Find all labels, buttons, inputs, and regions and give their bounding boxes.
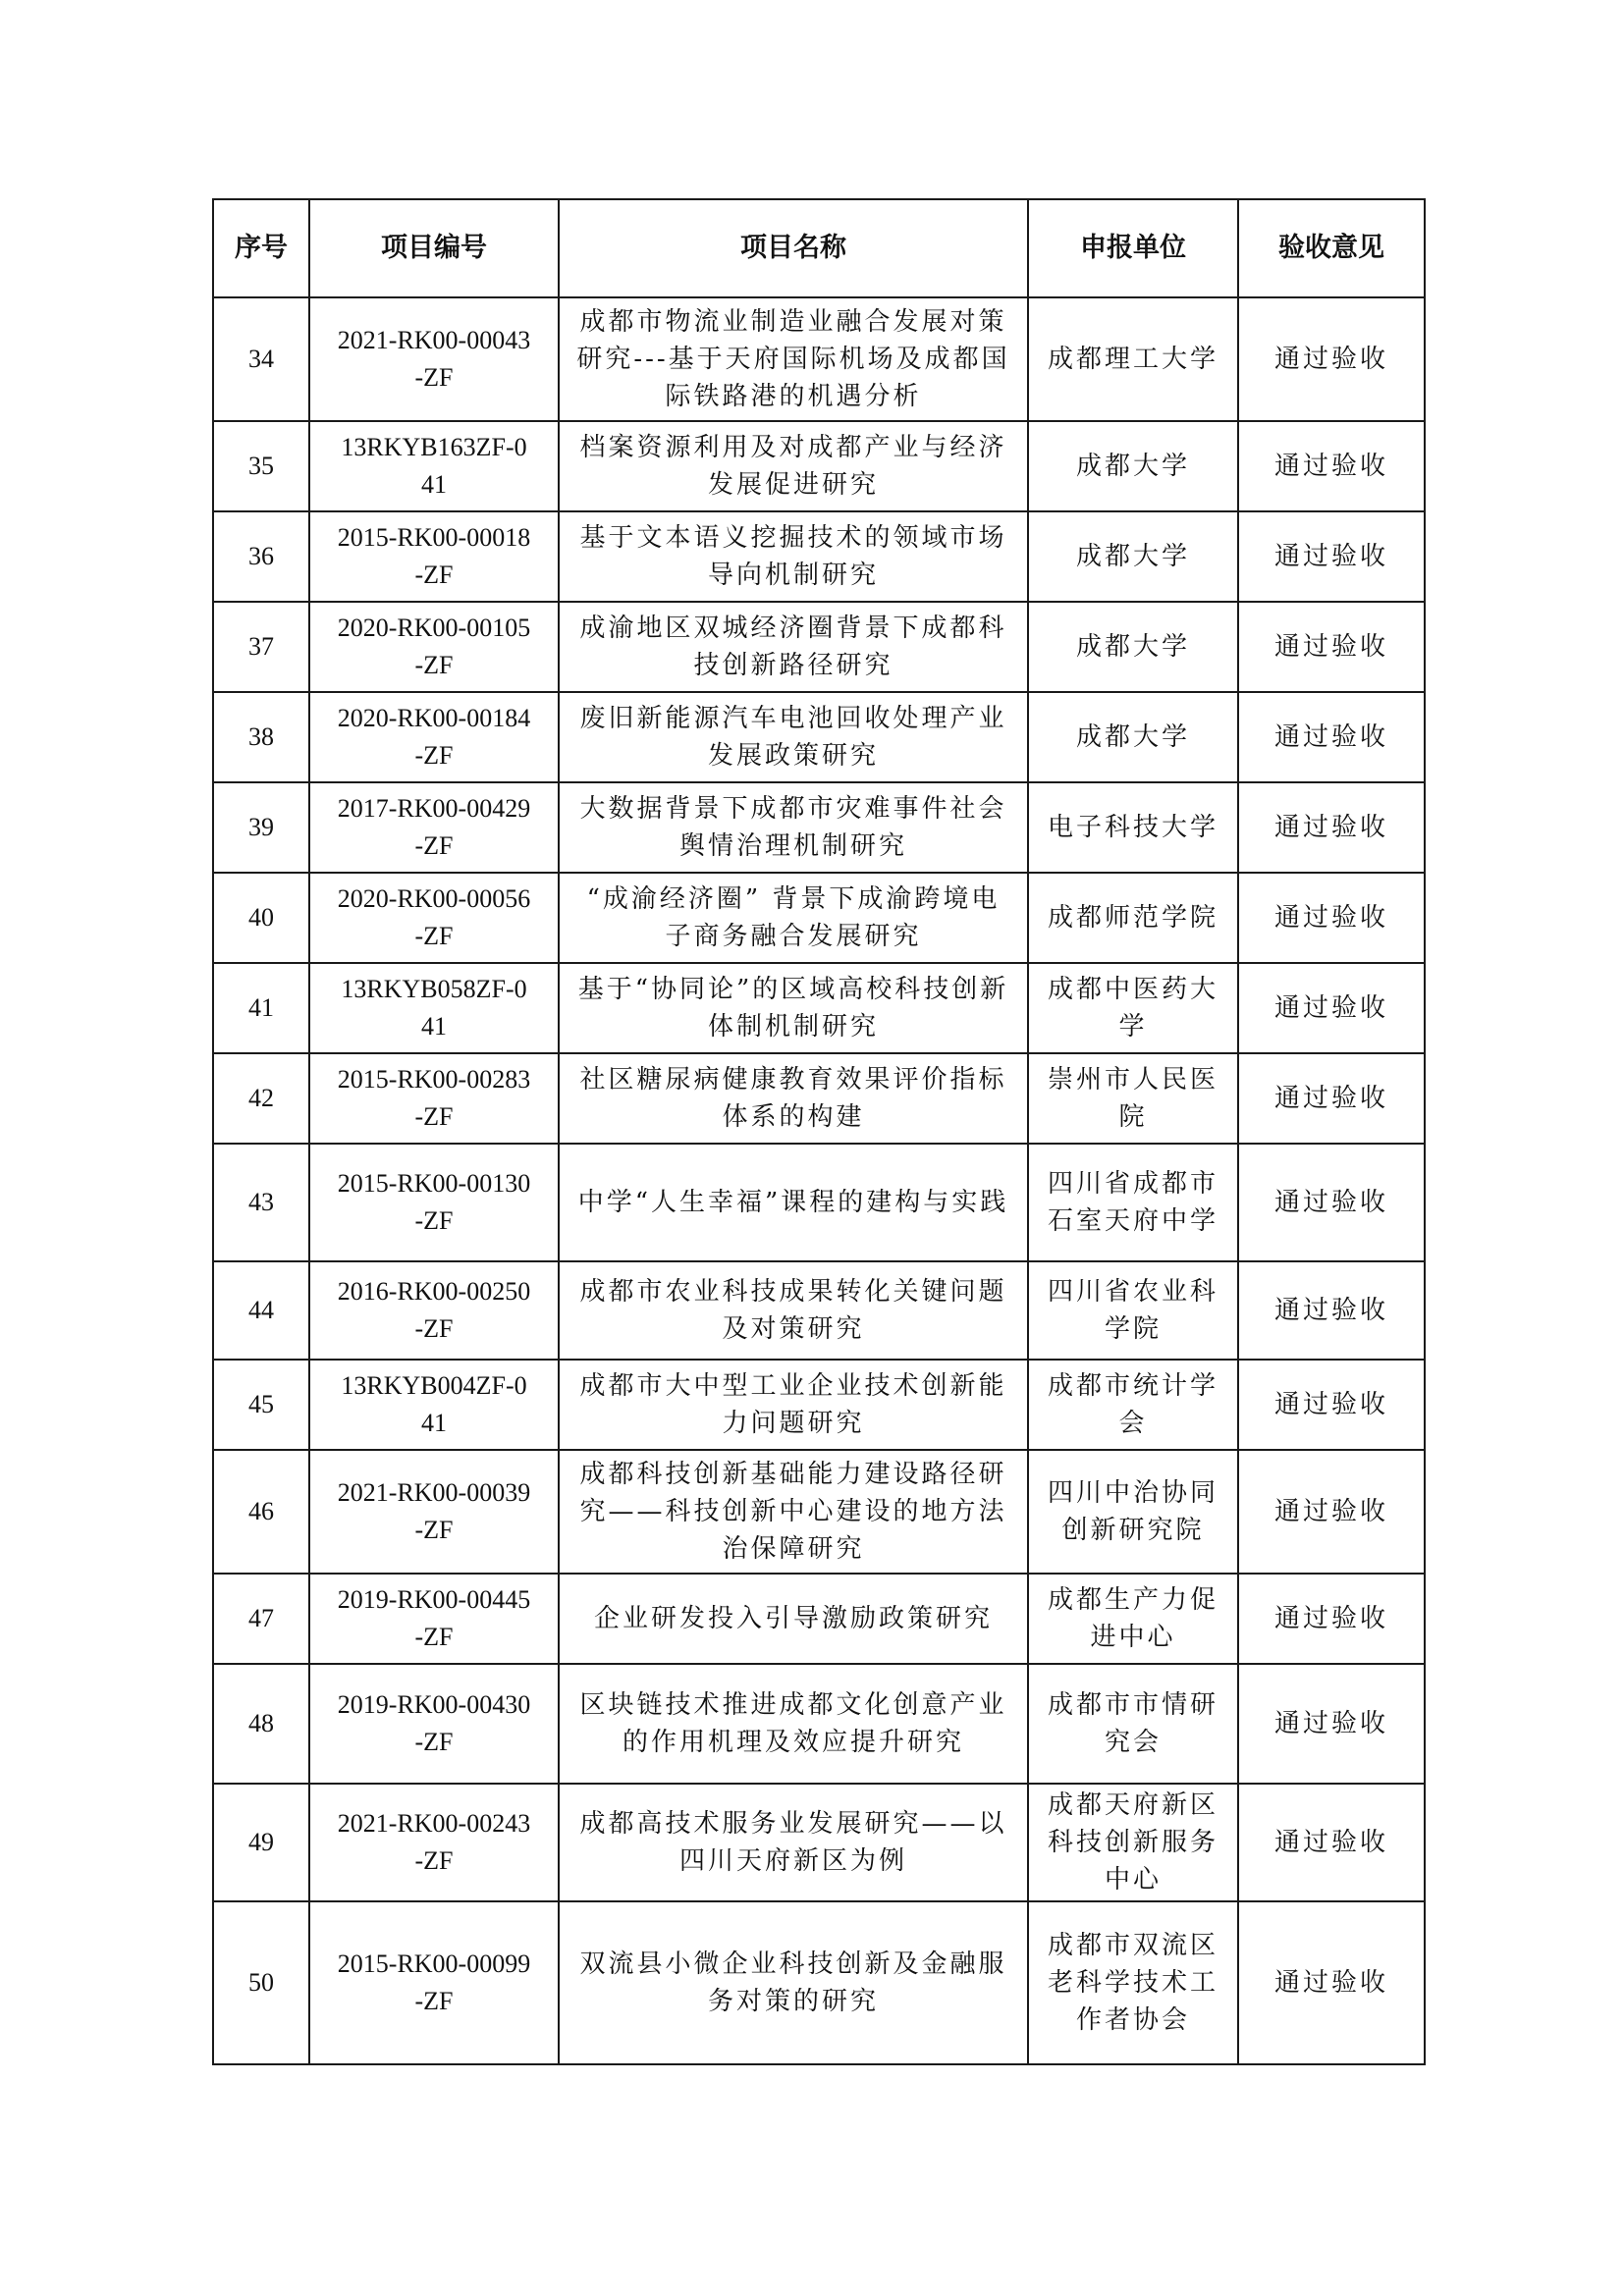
row-acceptance-opinion: 通过验收 xyxy=(1238,963,1425,1053)
unit-line: 科技创新服务 xyxy=(1047,1828,1218,1857)
code-line: 2016-RK00-00250 xyxy=(337,1277,531,1306)
table-row xyxy=(213,1784,1425,1901)
table-row xyxy=(213,873,1425,963)
row-seq: 38 xyxy=(213,692,309,782)
name-line: 成都市大中型工业企业技术创新能 xyxy=(579,1371,1007,1401)
name-line: 档案资源利用及对成都产业与经济 xyxy=(579,433,1007,462)
unit-line: 四川省成都市 xyxy=(1047,1169,1218,1199)
table-row xyxy=(213,1450,1425,1574)
unit-line: 电子科技大学 xyxy=(1047,813,1218,842)
unit-line: 成都理工大学 xyxy=(1047,345,1218,374)
table-row xyxy=(213,1574,1425,1664)
row-project-name xyxy=(559,1144,1028,1261)
table-body xyxy=(213,297,1425,2064)
header-unit: 申报单位 xyxy=(1028,199,1238,297)
row-project-code xyxy=(309,602,559,692)
row-acceptance-opinion: 通过验收 xyxy=(1238,692,1425,782)
row-project-name xyxy=(559,511,1028,602)
name-line: 究——科技创新中心建设的地方法 xyxy=(579,1497,1007,1526)
row-acceptance-opinion: 通过验收 xyxy=(1238,1360,1425,1450)
project-acceptance-table xyxy=(212,198,1426,2065)
row-acceptance-opinion: 通过验收 xyxy=(1238,1144,1425,1261)
name-line: 成都市农业科技成果转化关键问题 xyxy=(579,1277,1007,1307)
unit-line: 中心 xyxy=(1104,1865,1162,1895)
row-project-code xyxy=(309,963,559,1053)
header-opinion: 验收意见 xyxy=(1238,199,1425,297)
unit-line: 学院 xyxy=(1104,1314,1162,1344)
row-seq: 41 xyxy=(213,963,309,1053)
row-project-name xyxy=(559,602,1028,692)
unit-line: 进中心 xyxy=(1090,1623,1176,1652)
row-seq: 50 xyxy=(213,1901,309,2064)
row-acceptance-opinion: 通过验收 xyxy=(1238,511,1425,602)
name-line: 成都市物流业制造业融合发展对策 xyxy=(579,307,1007,337)
row-project-code xyxy=(309,421,559,511)
row-project-name xyxy=(559,1450,1028,1574)
unit-line: 成都市市情研 xyxy=(1047,1690,1218,1720)
row-project-name xyxy=(559,1261,1028,1360)
row-applicant-unit xyxy=(1028,782,1238,873)
code-line: 2015-RK00-00130 xyxy=(337,1169,531,1198)
unit-line: 会 xyxy=(1118,1409,1148,1438)
name-line: 基于文本语义挖掘技术的领域市场 xyxy=(579,523,1007,553)
row-project-name xyxy=(559,297,1028,421)
code-line: -ZF xyxy=(414,1102,454,1131)
row-project-name xyxy=(559,873,1028,963)
row-project-name xyxy=(559,421,1028,511)
name-line: 务对策的研究 xyxy=(707,1987,879,2016)
name-line: 双流县小微企业科技创新及金融服 xyxy=(579,1949,1007,1979)
unit-line: 崇州市人民医 xyxy=(1047,1065,1218,1095)
row-project-name xyxy=(559,782,1028,873)
code-line: 2021-RK00-00043 xyxy=(337,326,531,354)
code-line: -ZF xyxy=(414,651,454,679)
row-acceptance-opinion: 通过验收 xyxy=(1238,421,1425,511)
code-line: -ZF xyxy=(414,1314,454,1343)
table-header-row xyxy=(213,199,1425,297)
row-acceptance-opinion: 通过验收 xyxy=(1238,1901,1425,2064)
code-line: 13RKYB004ZF-0 xyxy=(341,1371,527,1400)
row-project-name xyxy=(559,1360,1028,1450)
row-project-name xyxy=(559,1664,1028,1784)
code-line: 2019-RK00-00445 xyxy=(337,1585,531,1614)
unit-line: 成都大学 xyxy=(1075,722,1190,752)
row-project-name xyxy=(559,1053,1028,1144)
code-line: 2019-RK00-00430 xyxy=(337,1690,531,1719)
name-line: 成渝地区双城经济圈背景下成都科 xyxy=(579,614,1007,643)
unit-line: 作者协会 xyxy=(1075,2005,1190,2035)
row-project-code xyxy=(309,1053,559,1144)
name-line: 企业研发投入引导激励政策研究 xyxy=(593,1604,993,1633)
table-row xyxy=(213,421,1425,511)
row-applicant-unit xyxy=(1028,421,1238,511)
name-line: “成渝经济圈” 背景下成渝跨境电 xyxy=(586,884,1001,914)
code-line: -ZF xyxy=(414,1728,454,1756)
row-seq: 44 xyxy=(213,1261,309,1360)
header-code: 项目编号 xyxy=(309,199,559,297)
table-row xyxy=(213,1261,1425,1360)
row-project-code xyxy=(309,1144,559,1261)
unit-line: 四川中治协同 xyxy=(1047,1478,1218,1508)
row-project-name xyxy=(559,1901,1028,2064)
row-acceptance-opinion: 通过验收 xyxy=(1238,297,1425,421)
row-acceptance-opinion: 通过验收 xyxy=(1238,1784,1425,1901)
row-seq: 34 xyxy=(213,297,309,421)
row-acceptance-opinion: 通过验收 xyxy=(1238,782,1425,873)
row-acceptance-opinion: 通过验收 xyxy=(1238,1664,1425,1784)
row-project-code xyxy=(309,1360,559,1450)
name-line: 研究---基于天府国际机场及成都国 xyxy=(576,345,1010,374)
name-line: 子商务融合发展研究 xyxy=(665,922,922,951)
row-project-code xyxy=(309,1784,559,1901)
unit-line: 成都天府新区 xyxy=(1047,1790,1218,1820)
row-applicant-unit xyxy=(1028,1053,1238,1144)
row-project-code xyxy=(309,1574,559,1664)
code-line: 2020-RK00-00105 xyxy=(337,614,531,642)
name-line: 导向机制研究 xyxy=(707,561,879,590)
unit-line: 究会 xyxy=(1104,1728,1162,1757)
code-line: -ZF xyxy=(414,1516,454,1544)
row-project-code xyxy=(309,297,559,421)
table-row xyxy=(213,1144,1425,1261)
code-line: 2017-RK00-00429 xyxy=(337,794,531,823)
table-row xyxy=(213,963,1425,1053)
code-line: -ZF xyxy=(414,1623,454,1651)
name-line: 社区糖尿病健康教育效果评价指标 xyxy=(579,1065,1007,1095)
unit-line: 成都市双流区 xyxy=(1047,1931,1218,1960)
table-row xyxy=(213,297,1425,421)
row-applicant-unit xyxy=(1028,873,1238,963)
name-line: 发展促进研究 xyxy=(707,470,879,500)
row-acceptance-opinion: 通过验收 xyxy=(1238,873,1425,963)
row-seq: 36 xyxy=(213,511,309,602)
table-row xyxy=(213,1053,1425,1144)
row-seq: 47 xyxy=(213,1574,309,1664)
unit-line: 创新研究院 xyxy=(1061,1516,1205,1545)
unit-line: 成都中医药大 xyxy=(1047,975,1218,1004)
unit-line: 成都市统计学 xyxy=(1047,1371,1218,1401)
name-line: 际铁路港的机遇分析 xyxy=(665,382,922,411)
row-project-code xyxy=(309,873,559,963)
header-name: 项目名称 xyxy=(559,199,1028,297)
name-line: 中学“人生幸福”课程的建构与实践 xyxy=(577,1188,1009,1217)
table-row xyxy=(213,782,1425,873)
table-row xyxy=(213,692,1425,782)
unit-line: 院 xyxy=(1118,1102,1148,1132)
row-applicant-unit xyxy=(1028,297,1238,421)
row-acceptance-opinion: 通过验收 xyxy=(1238,602,1425,692)
row-project-code xyxy=(309,511,559,602)
name-line: 体系的构建 xyxy=(722,1102,865,1132)
table-row xyxy=(213,1901,1425,2064)
row-applicant-unit xyxy=(1028,692,1238,782)
row-project-name xyxy=(559,1784,1028,1901)
row-project-code xyxy=(309,1901,559,2064)
row-applicant-unit xyxy=(1028,1664,1238,1784)
row-project-code xyxy=(309,1664,559,1784)
name-line: 技创新路径研究 xyxy=(693,651,893,680)
row-seq: 40 xyxy=(213,873,309,963)
row-applicant-unit xyxy=(1028,602,1238,692)
code-line: 2015-RK00-00099 xyxy=(337,1949,531,1978)
unit-line: 学 xyxy=(1118,1012,1148,1041)
row-project-code xyxy=(309,1261,559,1360)
row-project-name xyxy=(559,1574,1028,1664)
name-line: 区块链技术推进成都文化创意产业 xyxy=(579,1690,1007,1720)
unit-line: 成都大学 xyxy=(1075,632,1190,662)
row-seq: 43 xyxy=(213,1144,309,1261)
code-line: -ZF xyxy=(414,1206,454,1235)
row-seq: 37 xyxy=(213,602,309,692)
row-seq: 46 xyxy=(213,1450,309,1574)
name-line: 舆情治理机制研究 xyxy=(678,831,907,861)
name-line: 发展政策研究 xyxy=(707,741,879,771)
code-line: 41 xyxy=(421,470,447,499)
unit-line: 石室天府中学 xyxy=(1047,1206,1218,1236)
unit-line: 成都大学 xyxy=(1075,542,1190,571)
row-project-code xyxy=(309,1450,559,1574)
code-line: -ZF xyxy=(414,1987,454,2015)
unit-line: 成都生产力促 xyxy=(1047,1585,1218,1615)
row-acceptance-opinion: 通过验收 xyxy=(1238,1450,1425,1574)
name-line: 成都科技创新基础能力建设路径研 xyxy=(579,1460,1007,1489)
row-acceptance-opinion: 通过验收 xyxy=(1238,1574,1425,1664)
code-line: -ZF xyxy=(414,831,454,860)
row-seq: 49 xyxy=(213,1784,309,1901)
row-acceptance-opinion: 通过验收 xyxy=(1238,1053,1425,1144)
row-seq: 48 xyxy=(213,1664,309,1784)
code-line: -ZF xyxy=(414,922,454,950)
row-applicant-unit xyxy=(1028,1261,1238,1360)
row-project-code xyxy=(309,692,559,782)
code-line: 2020-RK00-00184 xyxy=(337,704,531,732)
code-line: 41 xyxy=(421,1409,447,1437)
row-applicant-unit xyxy=(1028,1901,1238,2064)
row-seq: 42 xyxy=(213,1053,309,1144)
row-project-name xyxy=(559,963,1028,1053)
code-line: 2021-RK00-00039 xyxy=(337,1478,531,1507)
code-line: 2015-RK00-00018 xyxy=(337,523,531,552)
row-applicant-unit xyxy=(1028,1360,1238,1450)
row-project-name xyxy=(559,692,1028,782)
name-line: 力问题研究 xyxy=(722,1409,865,1438)
code-line: 2015-RK00-00283 xyxy=(337,1065,531,1094)
code-line: 13RKYB058ZF-0 xyxy=(341,975,527,1003)
name-line: 及对策研究 xyxy=(722,1314,865,1344)
name-line: 大数据背景下成都市灾难事件社会 xyxy=(579,794,1007,824)
code-line: 2020-RK00-00056 xyxy=(337,884,531,913)
name-line: 的作用机理及效应提升研究 xyxy=(622,1728,964,1757)
row-project-code xyxy=(309,782,559,873)
row-applicant-unit xyxy=(1028,1450,1238,1574)
code-line: -ZF xyxy=(414,561,454,589)
unit-line: 成都师范学院 xyxy=(1047,903,1218,933)
code-line: 2021-RK00-00243 xyxy=(337,1809,531,1838)
row-applicant-unit xyxy=(1028,963,1238,1053)
code-line: 41 xyxy=(421,1012,447,1041)
row-acceptance-opinion: 通过验收 xyxy=(1238,1261,1425,1360)
code-line: -ZF xyxy=(414,1846,454,1875)
name-line: 基于“协同论”的区域高校科技创新 xyxy=(577,975,1009,1004)
code-line: -ZF xyxy=(414,363,454,392)
table-row xyxy=(213,602,1425,692)
row-seq: 35 xyxy=(213,421,309,511)
row-applicant-unit xyxy=(1028,1784,1238,1901)
name-line: 废旧新能源汽车电池回收处理产业 xyxy=(579,704,1007,733)
table-row xyxy=(213,1664,1425,1784)
name-line: 体制机制研究 xyxy=(707,1012,879,1041)
table-row xyxy=(213,511,1425,602)
row-seq: 45 xyxy=(213,1360,309,1450)
row-applicant-unit xyxy=(1028,1144,1238,1261)
name-line: 成都高技术服务业发展研究——以 xyxy=(579,1809,1007,1839)
row-applicant-unit xyxy=(1028,1574,1238,1664)
name-line: 四川天府新区为例 xyxy=(678,1846,907,1876)
name-line: 治保障研究 xyxy=(722,1534,865,1564)
code-line: 13RKYB163ZF-0 xyxy=(341,433,527,461)
unit-line: 老科学技术工 xyxy=(1047,1968,1218,1998)
row-applicant-unit xyxy=(1028,511,1238,602)
code-line: -ZF xyxy=(414,741,454,770)
row-seq: 39 xyxy=(213,782,309,873)
unit-line: 成都大学 xyxy=(1075,452,1190,481)
header-seq: 序号 xyxy=(213,199,309,297)
unit-line: 四川省农业科 xyxy=(1047,1277,1218,1307)
table-row xyxy=(213,1360,1425,1450)
